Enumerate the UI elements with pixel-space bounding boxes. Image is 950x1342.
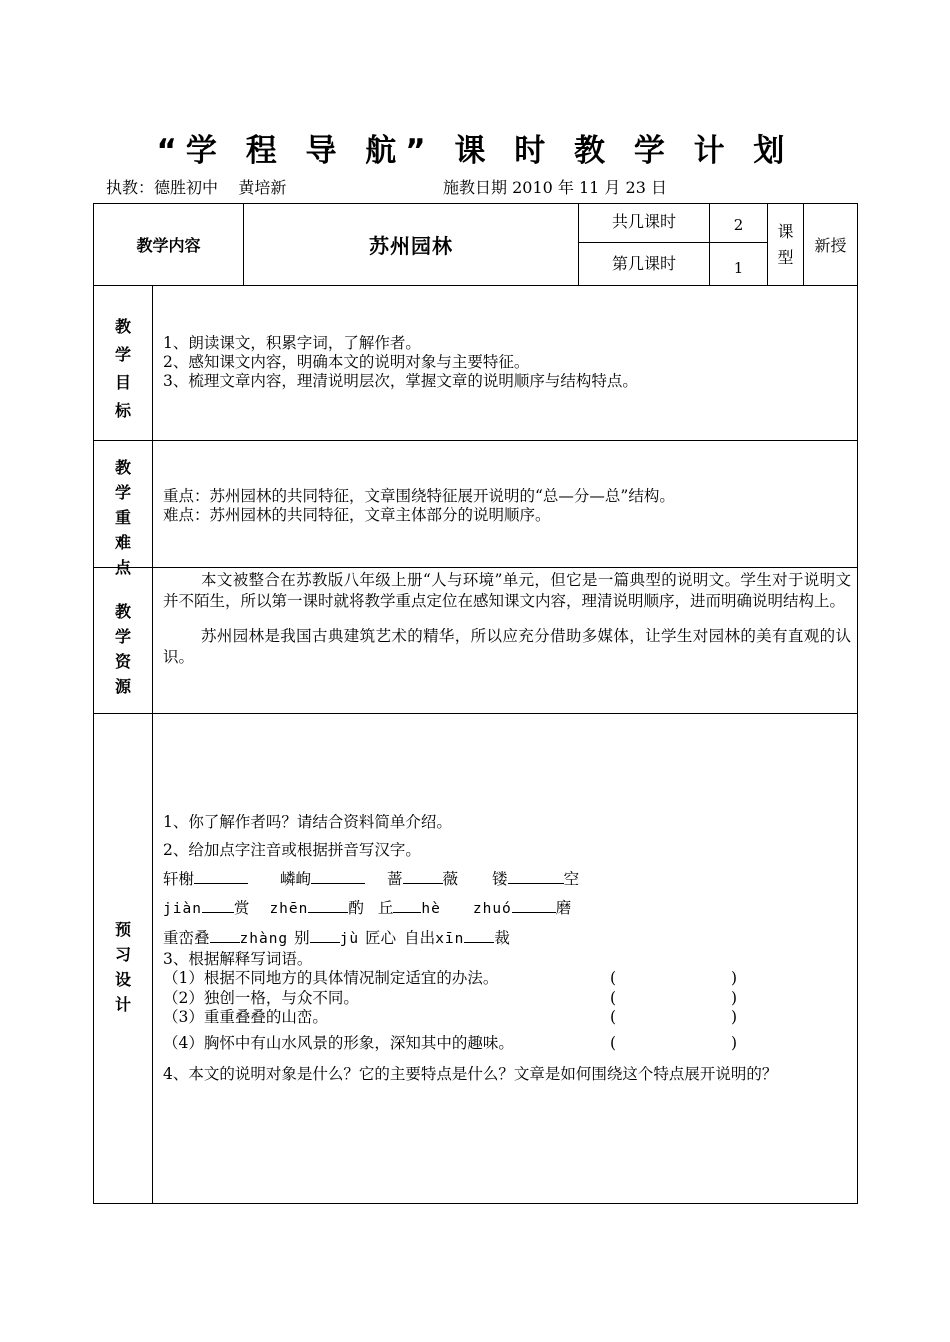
answer-blank xyxy=(393,898,421,913)
answer-blank xyxy=(202,898,234,913)
answer-blank xyxy=(512,898,556,913)
definition-4: （4）胸怀中有山水风景的形象，深知其中的趣味。 xyxy=(163,1034,514,1052)
lesson-type-value: 新授 xyxy=(814,236,847,255)
goal-item: 2、感知课文内容，明确本文的说明对象与主要特征。 xyxy=(163,353,530,371)
difficult-point: 难点：苏州园林的共同特征，文章主体部分的说明顺序。 xyxy=(163,506,551,524)
lesson-type-char-2: 型 xyxy=(777,247,794,267)
pinyin-row-1: 轩榭 嶙峋 蔷 薇 镂 空 xyxy=(163,870,580,888)
meta-line xyxy=(106,175,667,198)
resources-paragraph-1: 本文被整合在苏教版八年级上册“人与环境”单元，但它是一篇典型的说明文。学生对于说明文并不陌生，所以第一课时就将教学重点定位在感知课文内容，理清说明顺序，进而明确说明结构上。 xyxy=(163,571,851,610)
goal-item: 3、梳理文章内容，理清说明层次，掌握文章的说明顺序与结构特点。 xyxy=(163,372,638,390)
teaching-date: 施教日期 2010 年 11 月 23 日 xyxy=(443,178,667,197)
answer-paren-open: ( xyxy=(610,969,617,987)
question-3: 3、根据解释写词语。 xyxy=(163,950,313,968)
lesson-number-value: 1 xyxy=(733,258,744,277)
definition-2: （2）独创一格，与众不同。 xyxy=(163,989,359,1007)
lesson-title: 苏州园林 xyxy=(369,234,453,258)
question-2: 2、给加点字注音或根据拼音写汉字。 xyxy=(163,841,421,859)
preview-label: 预 习 设 计 xyxy=(114,920,131,1014)
answer-paren-close: ) xyxy=(731,1034,738,1052)
answer-paren-close: ) xyxy=(731,969,738,987)
difficulties-label: 教 学 重 难 点 xyxy=(114,458,131,577)
answer-blank xyxy=(311,869,365,884)
answer-blank xyxy=(464,928,494,943)
answer-blank xyxy=(194,869,248,884)
answer-paren-open: ( xyxy=(610,1008,617,1026)
goal-item: 1、朗读课文，积累字词，了解作者。 xyxy=(163,334,421,352)
total-lessons-value: 2 xyxy=(733,216,744,234)
total-lessons-label: 共几课时 xyxy=(611,211,676,231)
page-title: “学 程 导 航” 课 时 教 学 计 划 xyxy=(156,133,794,169)
lesson-number-label: 第几课时 xyxy=(611,253,676,273)
definition-1: （1）根据不同地方的具体情况制定适宜的办法。 xyxy=(163,969,499,987)
key-point: 重点：苏州园林的共同特征，文章围绕特征展开说明的“总—分—总”结构。 xyxy=(163,487,675,505)
lesson-type-label xyxy=(768,204,803,285)
answer-paren-close: ) xyxy=(731,989,738,1007)
answer-blank xyxy=(508,869,564,884)
answer-blank xyxy=(310,928,340,943)
resources-label: 教 学 资 源 xyxy=(114,602,131,696)
pinyin-row-3: 重峦叠 zhàng 别 jù 匠心 自出xīn 裁 xyxy=(163,929,510,947)
content-label: 教学内容 xyxy=(136,236,201,255)
teacher-info: 执教：德胜初中 黄培新 xyxy=(106,178,287,197)
answer-blank xyxy=(403,869,443,884)
question-1: 1、你了解作者吗？请结合资料简单介绍。 xyxy=(163,813,452,831)
definition-3: （3）重重叠叠的山峦。 xyxy=(163,1008,328,1026)
answer-paren-close: ) xyxy=(731,1008,738,1026)
pinyin-row-2: jiàn 赏 zhēn 酌 丘 hè zhuó 磨 xyxy=(163,899,572,917)
question-4: 4、本文的说明对象是什么？它的主要特点是什么？文章是如何围绕这个特点展开说明的？ xyxy=(163,1065,778,1083)
answer-blank xyxy=(210,928,240,943)
answer-paren-open: ( xyxy=(610,989,617,1007)
goals-label: 教 学 目 标 xyxy=(114,317,131,420)
answer-paren-open: ( xyxy=(610,1034,617,1052)
answer-blank xyxy=(308,898,348,913)
lesson-type-char-1: 课 xyxy=(777,221,794,241)
resources-paragraph-2: 苏州园林是我国古典建筑艺术的精华，所以应充分借助多媒体，让学生对园林的美有直观的认识。 xyxy=(163,627,851,666)
